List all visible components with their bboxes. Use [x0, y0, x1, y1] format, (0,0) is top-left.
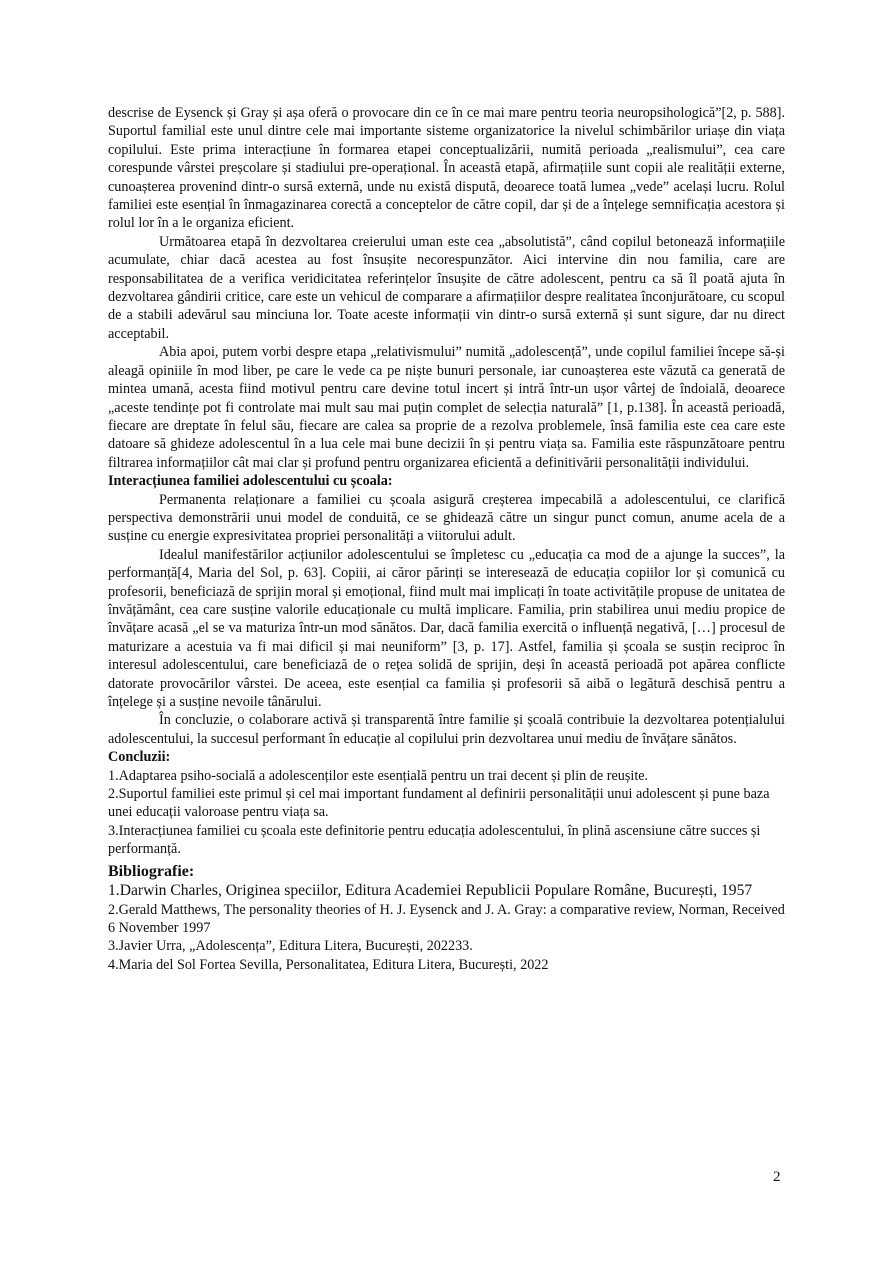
body-paragraph-2: Următoarea etapă în dezvoltarea creierului uman este cea „absolutistă”, când copilul betonează informațiile acumulate, chiar dacă acestea au fost însușite necorespunzător. Aici intervine din nou familia, care are responsabilitatea de a verifica veridicitatea referințelor însușite de către adolescent, pentru ca să îl poată ajuta în dezvoltarea gândirii critice, care este un vehicul de comparare a afirmațiilor despre realitatea înconjurătoare, cu scopul de a stabili adevărul sau minciuna lor. Toate aceste informații vin dintr-o sursă externă și sunt sigure, dar nu direct acceptabil.	[108, 233, 785, 342]
bibliography-item: 2.Gerald Matthews, The personality theories of H. J. Eysenck and J. A. Gray: a comparative review, Norman, Received 6 November 1997	[108, 901, 785, 937]
page-number: 2	[773, 1169, 781, 1185]
conclusion-item: 1.Adaptarea psiho-socială a adolescenților este esențială pentru un trai decent și plin de reușite.	[108, 767, 649, 784]
conclusions-list	[108, 767, 785, 859]
section-heading-family-school: Interacțiunea familiei adolescentului cu școala:	[108, 473, 393, 490]
body-paragraph-5: Idealul manifestărilor acțiunilor adolescentului se împletesc cu „educația ca mod de a ajunge la succes”, la performanță[4, Maria del Sol, p. 63]. Copiii, ai căror părinți se interesează de educația copiilor lor și comunică cu profesorii, beneficiază de sprijin moral și emoțional, fiind mult mai implicați în toate activitățile propuse de unitatea de învățământ, cea care susține valorile educaționale cu multă implicare. Familia, prin stabilirea unui mediu propice de învățare acasă „el se va maturiza într-un mod sănătos. Dar, dacă familia exercită o influență negativă, […] procesul de maturizare a acestuia va fi mai dificil și mai neuniform” [3, p. 17]. Astfel, familia și școala se susțin reciproc în interesul adolescentului, care beneficiază de o rețea solidă de sprijin, deși în această perioadă pot apărea conflicte datorate provocărilor vârstei. De aceea, este esențial ca familia și profesorii să aibă o legătură deschisă pentru a înțelege și a susține nevoile tânărului.	[108, 546, 785, 710]
bibliography-item: 1.Darwin Charles, Originea speciilor, Editura Academiei Republicii Populare Române, București, 1957	[108, 881, 753, 899]
bibliography-list	[108, 881, 785, 975]
body-paragraph-1: descrise de Eysenck și Gray și așa oferă o provocare din ce în ce mai mare pentru teoria neuropsihologică”[2, p. 588]. Suportul familial este unul dintre cele mai importante sisteme organizatorice la nivelul schimbărilor uriașe din viața copilului. Este prima interacțiune în formarea etapei conceptualizării, numită perioada „realismului”, cea care corespunde vârstei preșcolare și stadiului pre-operațional. În această etapă, afirmațiile sunt copii ale realității externe, cunoașterea provenind dintr-o sursă externă, unde nu există dispută, deoarece toată lumea „vede” același lucru. Rolul familiei este esențial în înmagazinarea corectă a conceptelor de către copil, dar și de a înțelege semnificația acestora și rolul lor în a le organiza eficient.	[108, 105, 785, 232]
conclusion-item: 3.Interacțiunea familiei cu școala este definitorie pentru educația adolescentului, în plină ascensiune către succes și performanță.	[108, 822, 761, 858]
body-paragraph-4: Permanenta relaționare a familiei cu școala asigură creșterea impecabilă a adolescentului, ce clarifică perspectiva demonstrării unui model de conduită, ce se ghidează către un singur punct comun, anume acela de a susține cu energie expresivitatea propriei personalități a viitorului adult.	[108, 491, 785, 545]
bibliography-item: 4.Maria del Sol Fortea Sevilla, Personalitatea, Editura Litera, București, 2022	[108, 956, 549, 973]
body-paragraph-3: Abia apoi, putem vorbi despre etapa „relativismului” numită „adolescență”, unde copilul familiei începe să-și aleagă opiniile în mod liber, pe care le vede ca pe niște bunuri personale, iar cunoașterea este văzută ca generată de mintea umană, acesta fiind motivul pentru care devine totul incert și intră într-un ușor vârtej de îndoială, deoarece „aceste tendințe pot fi controlate mai mult sau mai puțin complet de selecția naturală” [1, p.138]. În această perioadă, fiecare are dreptate în felul său, fiecare are calea sa proprie de a rezolva problemele, însă familia este cea care este datoare să ghideze adolescentul în a lua cele mai bune decizii în și pentru viața sa. Familia este răspunzătoare pentru filtrarea informațiilor cât mai clar și profund pentru organizarea eficientă a definitivării personalității individului.	[108, 344, 785, 471]
document-page	[108, 104, 785, 974]
bibliography-item: 3.Javier Urra, „Adolescența”, Editura Litera, București, 202233.	[108, 938, 473, 955]
conclusion-item: 2.Suportul familiei este primul și cel mai important fundament al definirii personalității unui adolescent și pune baza unei educații valoroase pentru viața sa.	[108, 786, 770, 821]
body-paragraph-6: În concluzie, o colaborare activă și transparentă între familie și școală contribuie la dezvoltarea potențialului adolescentului, la succesul performant în educație al copilului prin dezvoltarea unui mediu de învățare sănătos.	[108, 712, 785, 747]
bibliography-heading: Bibliografie:	[108, 862, 195, 880]
conclusions-heading: Concluzii:	[108, 749, 171, 766]
